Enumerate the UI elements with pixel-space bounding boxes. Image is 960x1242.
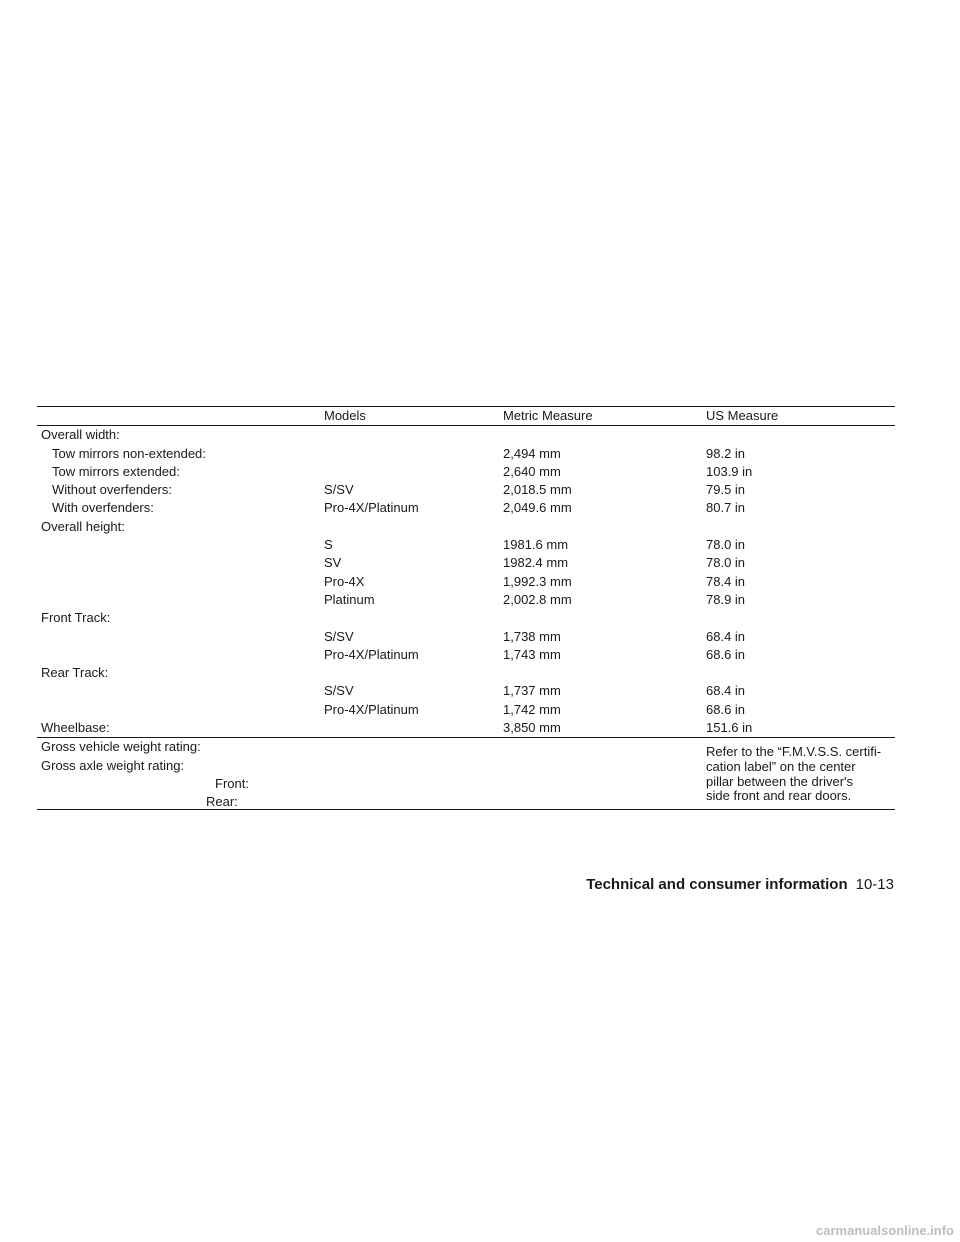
page-footer (586, 876, 894, 893)
table-row (37, 426, 895, 444)
row-metric: 1981.6 mm (503, 537, 569, 553)
row-metric: 2,002.8 mm (503, 591, 572, 607)
gross-axle-label: Gross axle weight rating: (41, 757, 185, 773)
row-item: Tow mirrors non-extended: (52, 445, 206, 461)
row-model: Platinum (324, 591, 375, 607)
row-us: 151.6 in (706, 720, 753, 736)
row-item: Tow mirrors extended: (52, 463, 180, 479)
table-row (37, 664, 895, 682)
row-us: 80.7 in (706, 500, 746, 516)
table-row (37, 701, 895, 719)
table-row (37, 499, 895, 517)
table-row (37, 628, 895, 646)
certification-label-note: Refer to the “F.M.V.S.S. certifi- cation label” on the center pillar between the driver's side front and rear doors. (706, 744, 882, 804)
rear-label: Rear: (206, 794, 238, 810)
table-header-row (37, 407, 895, 425)
row-model: S/SV (324, 628, 354, 644)
row-us: 78.0 in (706, 555, 746, 571)
row-us: 98.2 in (706, 445, 746, 461)
table-row (37, 554, 895, 572)
row-metric: 2,494 mm (503, 445, 561, 461)
row-item: Rear Track: (41, 665, 109, 681)
row-metric: 1,738 mm (503, 628, 561, 644)
row-item: Wheelbase: (41, 720, 110, 736)
specifications-table (37, 406, 895, 810)
header-us: US Measure (706, 408, 779, 423)
row-us: 78.4 in (706, 573, 746, 589)
row-item: Without overfenders: (52, 482, 172, 498)
gross-weight-block (37, 738, 895, 809)
row-model: Pro-4X/Platinum (324, 646, 419, 662)
footer-section-title: Technical and consumer information (586, 876, 848, 893)
row-item: Overall width: (41, 427, 120, 443)
row-item: Overall height: (41, 518, 125, 534)
page-number: 10-13 (855, 876, 894, 893)
row-us: 79.5 in (706, 482, 746, 498)
table-row (37, 719, 895, 737)
row-model: Pro-4X/Platinum (324, 701, 419, 717)
row-item: Front Track: (41, 610, 111, 626)
row-metric: 2,049.6 mm (503, 500, 572, 516)
row-us: 68.6 in (706, 646, 746, 662)
table-row (37, 536, 895, 554)
table-row (37, 646, 895, 664)
row-metric: 2,640 mm (503, 463, 561, 479)
watermark: carmanualsonline.info (816, 1223, 954, 1238)
table-row (37, 463, 895, 481)
table-bottom-rule (37, 809, 895, 810)
row-metric: 3,850 mm (503, 720, 561, 736)
row-us: 68.6 in (706, 701, 746, 717)
table-row (37, 481, 895, 499)
table-row (37, 591, 895, 609)
table-row (37, 682, 895, 700)
row-us: 78.0 in (706, 537, 746, 553)
header-models: Models (324, 408, 366, 423)
row-model: Pro-4X (324, 573, 365, 589)
row-metric: 1,737 mm (503, 683, 561, 699)
row-model: S/SV (324, 683, 354, 699)
gross-vehicle-label: Gross vehicle weight rating: (41, 739, 201, 755)
row-us: 103.9 in (706, 463, 753, 479)
row-model: Pro-4X/Platinum (324, 500, 419, 516)
row-metric: 2,018.5 mm (503, 482, 572, 498)
row-metric: 1,992.3 mm (503, 573, 572, 589)
row-us: 78.9 in (706, 591, 746, 607)
row-metric: 1982.4 mm (503, 555, 569, 571)
row-metric: 1,743 mm (503, 646, 561, 662)
row-us: 68.4 in (706, 628, 746, 644)
table-row (37, 609, 895, 627)
row-model: S (324, 537, 333, 553)
row-model: SV (324, 555, 342, 571)
row-us: 68.4 in (706, 683, 746, 699)
front-label: Front: (215, 775, 249, 791)
table-row (37, 445, 895, 463)
row-metric: 1,742 mm (503, 701, 561, 717)
row-model: S/SV (324, 482, 354, 498)
row-item: With overfenders: (52, 500, 154, 516)
table-row (37, 518, 895, 536)
header-metric: Metric Measure (503, 408, 593, 423)
table-row (37, 573, 895, 591)
